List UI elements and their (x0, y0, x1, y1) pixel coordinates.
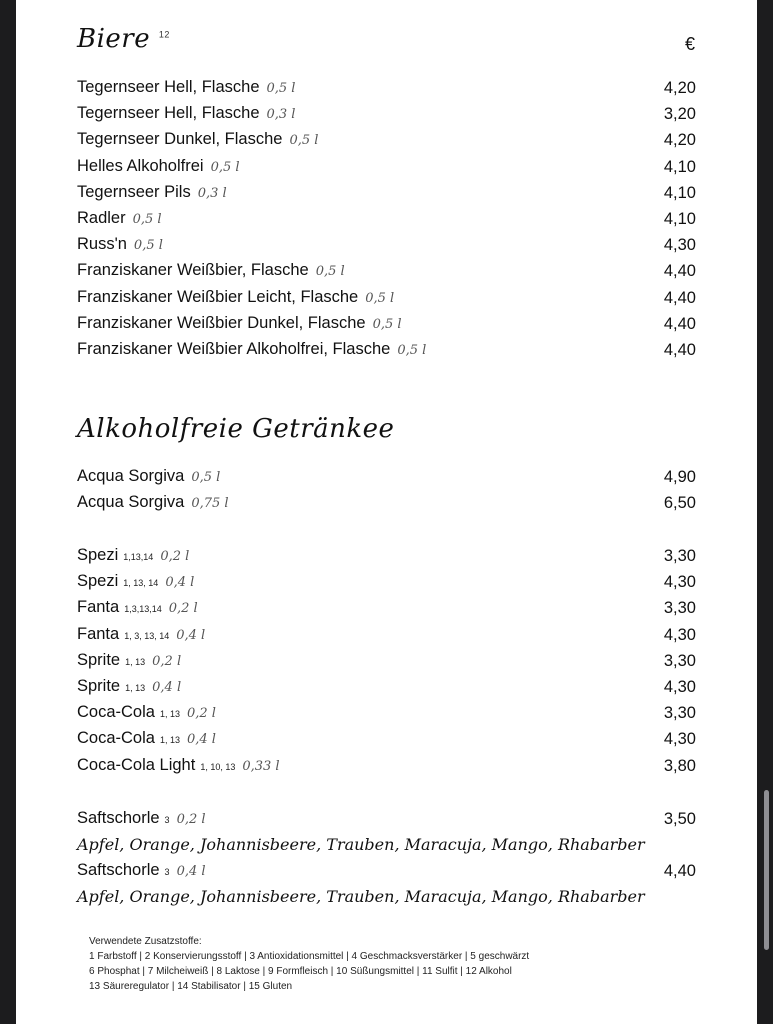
item-volume: 0,33 l (242, 758, 280, 774)
menu-item (77, 543, 696, 569)
menu-item (77, 858, 696, 884)
menu-item (77, 101, 696, 127)
item-additives-superscript: 1, 13 (159, 735, 180, 746)
beer-section-title: Biere $^{12}$ (77, 24, 170, 54)
menu-item-label (77, 725, 216, 753)
menu-item-label (77, 805, 206, 833)
menu-item-label (77, 752, 280, 780)
menu-item-label (77, 568, 194, 596)
item-price: 3,30 (663, 547, 696, 565)
beer-title-superscript: 12 (158, 29, 170, 40)
item-volume: 0,2 l (186, 706, 216, 722)
item-additives-superscript: 1,3,13,14 (124, 604, 162, 615)
menu-item (77, 595, 696, 621)
item-additives-superscript: 1, 13 (125, 683, 146, 693)
item-price: 3,20 (663, 105, 696, 124)
additives-heading: Verwendete Zusatzstoffe: (89, 936, 202, 947)
menu-item-label (77, 179, 227, 207)
menu-item (77, 753, 696, 779)
menu-item-label (77, 699, 216, 727)
menu-item (77, 337, 696, 363)
item-additives-superscript: 1, 13 (159, 709, 180, 720)
soft-drinks-section-title: Alkoholfreie Getränkee (77, 414, 395, 444)
item-volume: 0,5 l (133, 238, 163, 254)
item-volume: 0,5 l (315, 264, 345, 280)
item-price: 4,40 (663, 314, 696, 333)
item-volume: 0,5 l (365, 290, 395, 306)
menu-item (77, 258, 696, 284)
item-price: 4,40 (663, 862, 696, 881)
menu-item (77, 674, 696, 700)
item-name: Franziskaner Weißbier, Flasche (77, 261, 309, 280)
item-price: 3,30 (663, 599, 696, 618)
menu-page (16, 0, 757, 1024)
menu-item (77, 622, 696, 648)
item-name: Acqua Sorgiva (77, 493, 185, 512)
menu-item (77, 232, 696, 258)
item-name: Fanta (77, 624, 120, 643)
menu-item (77, 154, 696, 180)
item-additives-superscript: 1, 13, 14 (123, 578, 159, 589)
menu-item-label (77, 621, 205, 649)
scrollbar[interactable] (764, 790, 769, 950)
item-price: 4,30 (663, 236, 696, 255)
menu-item-label (77, 153, 240, 181)
item-volume: 0,3 l (197, 185, 227, 201)
item-volume: 0,5 l (289, 133, 319, 149)
item-additives-superscript: 1, 13 (125, 656, 146, 667)
menu-item (77, 311, 696, 337)
item-volume: 0,4 l (186, 732, 216, 748)
item-name: Spezi (77, 572, 119, 591)
item-price: 3,80 (663, 756, 696, 775)
item-additives-superscript: 1, 3, 13, 14 (124, 630, 170, 641)
menu-item (77, 490, 696, 516)
item-additives-superscript: 1,13,14 (123, 552, 154, 562)
menu-item-label (77, 673, 181, 701)
item-price: 3,30 (663, 704, 696, 723)
item-volume: 0,4 l (152, 680, 182, 695)
menu-item-label (77, 100, 295, 128)
item-name: Sprite (77, 650, 121, 669)
item-price: 3,50 (663, 810, 696, 828)
menu-item (77, 206, 696, 232)
item-name: Tegernseer Hell, Flasche (77, 78, 260, 96)
menu-item (77, 75, 696, 101)
menu-item (77, 806, 696, 832)
item-price: 4,20 (663, 79, 696, 97)
menu-item-label (77, 857, 206, 885)
item-volume: 0,5 l (210, 159, 240, 175)
menu-item-label (77, 647, 181, 675)
item-flavors: Apfel, Orange, Johannisbeere, Trauben, Maracuja, Mango, Rhabarber (77, 887, 645, 907)
item-name: Russ'n (77, 235, 127, 254)
item-additives-superscript: 1, 10, 13 (200, 761, 236, 772)
item-volume: 0,5 l (132, 212, 162, 227)
item-name: Tegernseer Hell, Flasche (77, 104, 260, 123)
item-volume: 0,2 l (168, 601, 198, 617)
item-price: 6,50 (663, 494, 696, 513)
item-name: Franziskaner Weißbier Leicht, Flasche (77, 287, 359, 306)
item-price: 3,30 (663, 651, 696, 670)
item-name: Spezi (77, 546, 119, 564)
item-name: Sprite (77, 677, 121, 695)
menu-item (77, 127, 696, 153)
additives-line: 1 Farbstoff | 2 Konservierungsstoff | 3 Antioxidationsmittel | 4 Geschmacksverstärker | 5 geschwärzt (89, 951, 530, 962)
item-price: 4,40 (663, 288, 696, 307)
item-name: Coca-Cola Light (77, 755, 196, 774)
item-name: Franziskaner Weißbier Alkoholfrei, Flasche (77, 340, 391, 358)
item-volume: 0,5 l (266, 81, 296, 96)
menu-item (77, 285, 696, 311)
item-additives-superscript: 3 (164, 867, 170, 878)
item-volume: 0,4 l (176, 864, 206, 880)
menu-item-label (77, 205, 162, 233)
menu-item (77, 726, 696, 752)
menu-item (77, 648, 696, 674)
item-name: Radler (77, 209, 126, 227)
item-name: Saftschorle (77, 809, 160, 827)
menu-item-label (77, 542, 189, 570)
additives-line: 13 Säureregulator | 14 Stabilisator | 15 Gluten (89, 981, 293, 992)
item-volume: 0,5 l (397, 343, 427, 358)
currency-label: € (684, 34, 695, 54)
menu-item-label (77, 463, 220, 491)
item-name: Helles Alkoholfrei (77, 156, 204, 175)
item-price: 4,90 (663, 468, 696, 486)
item-name: Coca-Cola (77, 703, 155, 722)
menu-item-label (77, 489, 229, 517)
item-price: 4,10 (663, 157, 696, 176)
menu-item-label (77, 284, 394, 312)
item-price: 4,30 (663, 625, 696, 644)
menu-item (77, 180, 696, 206)
menu-item-label (77, 336, 426, 364)
item-volume: 0,5 l (191, 470, 221, 485)
additives-line: 6 Phosphat | 7 Milcheiweiß | 8 Laktose | 9 Formfleisch | 10 Süßungsmittel | 11 Sulfit | 12 Alkohol (89, 966, 512, 977)
item-name: Tegernseer Dunkel, Flasche (77, 130, 283, 149)
item-volume: 0,4 l (165, 575, 195, 591)
item-volume: 0,2 l (176, 812, 206, 827)
item-price: 4,30 (663, 730, 696, 749)
menu-item-label (77, 594, 198, 622)
item-price: 4,40 (663, 262, 696, 281)
menu-item-label (77, 231, 163, 259)
menu-item-label (77, 74, 295, 102)
item-volume: 0,2 l (160, 549, 190, 564)
item-volume: 0,75 l (191, 496, 229, 512)
item-volume: 0,2 l (152, 653, 182, 669)
menu-item (77, 464, 696, 490)
item-volume: 0,3 l (266, 107, 296, 123)
item-volume: 0,5 l (372, 316, 402, 332)
item-price: 4,10 (663, 183, 696, 202)
item-price: 4,30 (663, 573, 696, 592)
item-name: Saftschorle (77, 861, 160, 880)
item-price: 4,20 (663, 131, 696, 150)
item-volume: 0,4 l (176, 627, 206, 643)
item-name: Tegernseer Pils (77, 182, 191, 201)
item-price: 4,30 (663, 678, 696, 696)
menu-item (77, 569, 696, 595)
additives-notes (89, 934, 529, 994)
menu-item-label (77, 310, 402, 338)
item-flavors: Apfel, Orange, Johannisbeere, Trauben, Maracuja, Mango, Rhabarber (77, 835, 645, 854)
item-name: Franziskaner Weißbier Dunkel, Flasche (77, 313, 366, 332)
item-name: Coca-Cola (77, 729, 155, 748)
item-name: Fanta (77, 598, 120, 617)
menu-item-label (77, 257, 345, 285)
item-name: Acqua Sorgiva (77, 467, 185, 485)
menu-item-label (77, 126, 318, 154)
item-price: 4,10 (663, 210, 696, 228)
menu-item (77, 700, 696, 726)
item-additives-superscript: 3 (164, 815, 170, 825)
item-price: 4,40 (663, 341, 696, 359)
